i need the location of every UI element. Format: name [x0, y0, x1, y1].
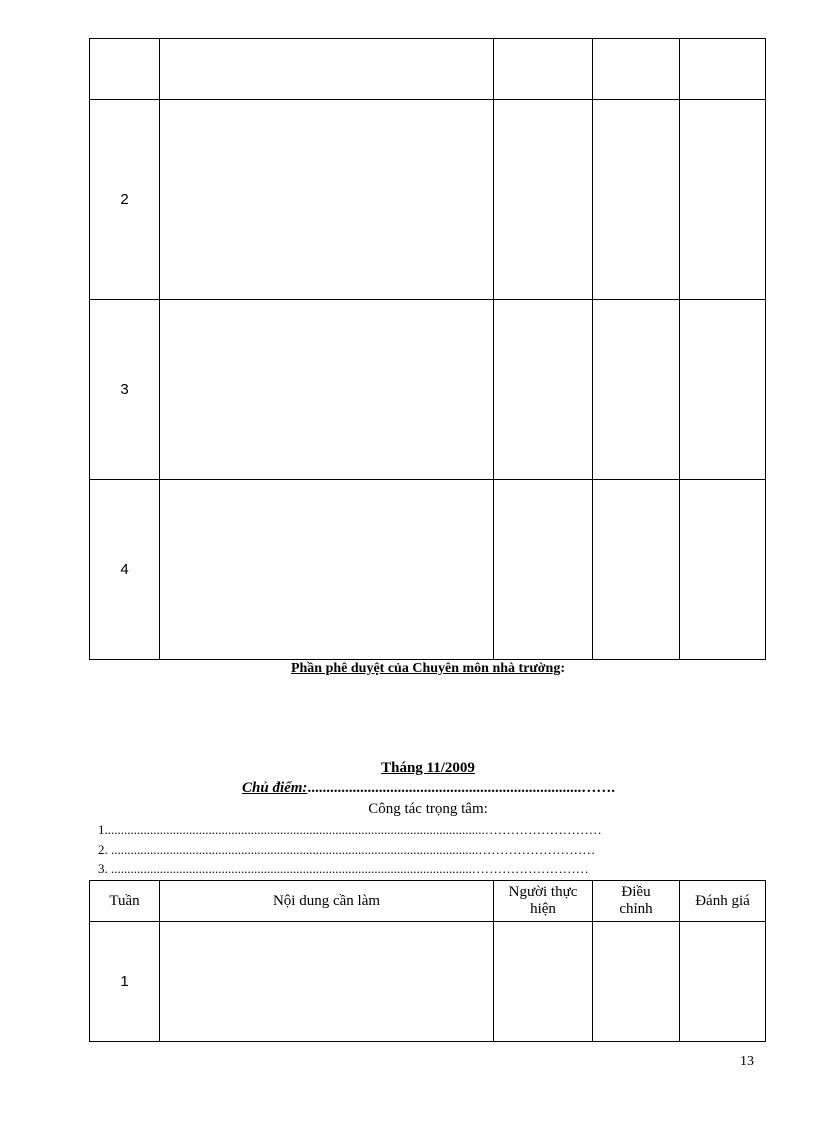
header-content: Nội dung cần làm — [160, 881, 494, 922]
person-cell — [494, 480, 593, 660]
month-title: Tháng 11/2009 — [381, 760, 475, 776]
adjust-cell — [593, 300, 680, 480]
evaluation-cell — [680, 300, 766, 480]
planning-table-top — [89, 38, 766, 660]
week-cell: 2 — [90, 100, 160, 300]
header-adjust: Điều chỉnh — [593, 881, 680, 922]
evaluation-cell — [680, 922, 766, 1042]
person-cell — [494, 39, 593, 100]
table-header-row — [90, 881, 766, 922]
content-cell — [160, 480, 494, 660]
page-number: 13 — [740, 1054, 754, 1069]
focus-title: Công tác trọng tâm: — [368, 801, 488, 817]
adjust-cell — [593, 100, 680, 300]
approval-suffix: : — [560, 661, 566, 676]
planning-table-bottom — [89, 880, 766, 1042]
focus-line-1: 1.....................................................................................................................……………………… — [98, 822, 602, 837]
week-cell: 1 — [90, 922, 160, 1042]
header-person: Người thực hiện — [494, 881, 593, 922]
table-row — [90, 39, 766, 100]
content-cell — [160, 300, 494, 480]
table-row — [90, 300, 766, 480]
week-cell — [90, 39, 160, 100]
header-week: Tuần — [90, 881, 160, 922]
table-row — [90, 922, 766, 1042]
content-cell — [160, 39, 494, 100]
week-cell: 4 — [90, 480, 160, 660]
approval-heading — [0, 661, 816, 677]
content-cell — [160, 922, 494, 1042]
table-row — [90, 480, 766, 660]
theme-label: Chủ điểm: — [242, 780, 308, 796]
person-cell — [494, 922, 593, 1042]
week-cell: 3 — [90, 300, 160, 480]
adjust-cell — [593, 480, 680, 660]
evaluation-cell — [680, 100, 766, 300]
header-evaluation: Đánh giá — [680, 881, 766, 922]
theme-dots: .........................................................................……. — [307, 780, 615, 796]
evaluation-cell — [680, 480, 766, 660]
person-cell — [494, 100, 593, 300]
focus-line-3: 3. ...............................................................................................................……………………… — [98, 861, 589, 876]
person-cell — [494, 300, 593, 480]
theme-line — [242, 780, 615, 797]
focus-line-2: 2. .................................................................................................................……………………… — [98, 842, 596, 857]
adjust-cell — [593, 39, 680, 100]
approval-text: Phần phê duyệt của Chuyên môn nhà trường — [290, 661, 561, 676]
table-row — [90, 100, 766, 300]
evaluation-cell — [680, 39, 766, 100]
content-cell — [160, 100, 494, 300]
adjust-cell — [593, 922, 680, 1042]
